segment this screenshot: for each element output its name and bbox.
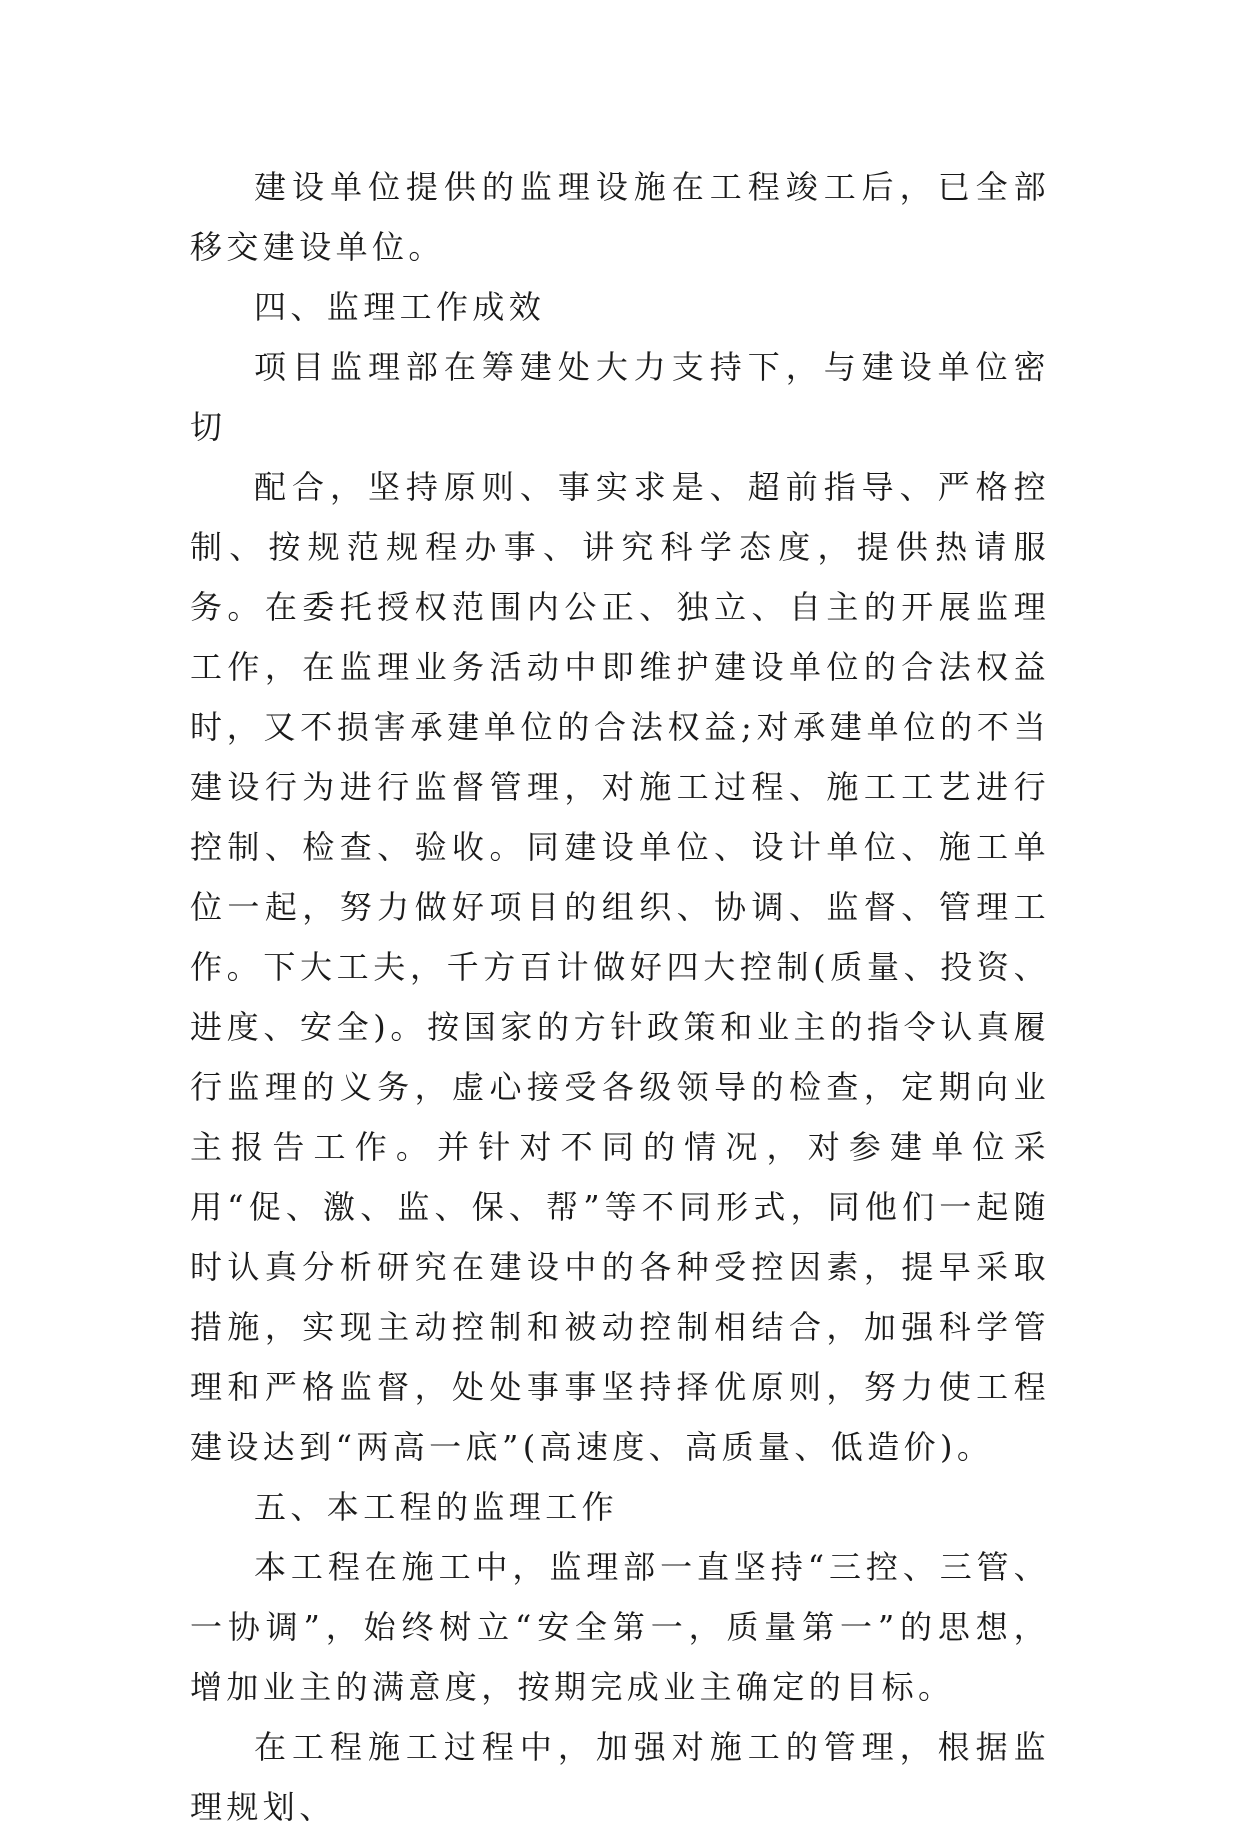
paragraph-facilities-handover: 建设单位提供的监理设施在工程竣工后，已全部移交建设单位。 <box>190 168 1050 266</box>
paragraph-project-supervision: 本工程在施工中，监理部一直坚持“三控、三管、一协调”，始终树立“安全第一，质量第一”的思想，增加业主的满意度，按期完成业主确定的目标。 <box>190 1548 1050 1706</box>
paragraph-construction-management: 在工程施工过程中，加强对施工的管理，根据监理规划、 <box>190 1728 1050 1826</box>
document-body <box>190 157 1050 1837</box>
section-heading-4: 四、监理工作成效 <box>254 288 546 326</box>
paragraph-supervision-results: 配合，坚持原则、事实求是、超前指导、严格控制、按规范规程办事、讲究科学态度，提供热请服务。在委托授权范围内公正、独立、自主的开展监理工作，在监理业务活动中即维护建设单位的合法权益时，又不损害承建单位的合法权益;对承建单位的不当建设行为进行监督管理，对施工过程、施工工艺进行控制、检查、验收。同建设单位、设计单位、施工单位一起，努力做好项目的组织、协调、监督、管理工作。下大工夫，千方百计做好四大控制(质量、投资、进度、安全)。按国家的方针政策和业主的指令认真履行监理的义务，虚心接受各级领导的检查，定期向业主报告工作。并针对不同的情况，对参建单位采用“促、激、监、保、帮”等不同形式，同他们一起随时认真分析研究在建设中的各种受控因素，提早采取措施，实现主动控制和被动控制相结合，加强科学管理和严格监督，处处事事坚持择优原则，努力使工程建设达到“两高一底”(高速度、高质量、低造价)。 <box>190 468 1050 1466</box>
paragraph-cooperation-intro: 项目监理部在筹建处大力支持下，与建设单位密切 <box>190 348 1050 446</box>
section-heading-5: 五、本工程的监理工作 <box>254 1488 619 1526</box>
